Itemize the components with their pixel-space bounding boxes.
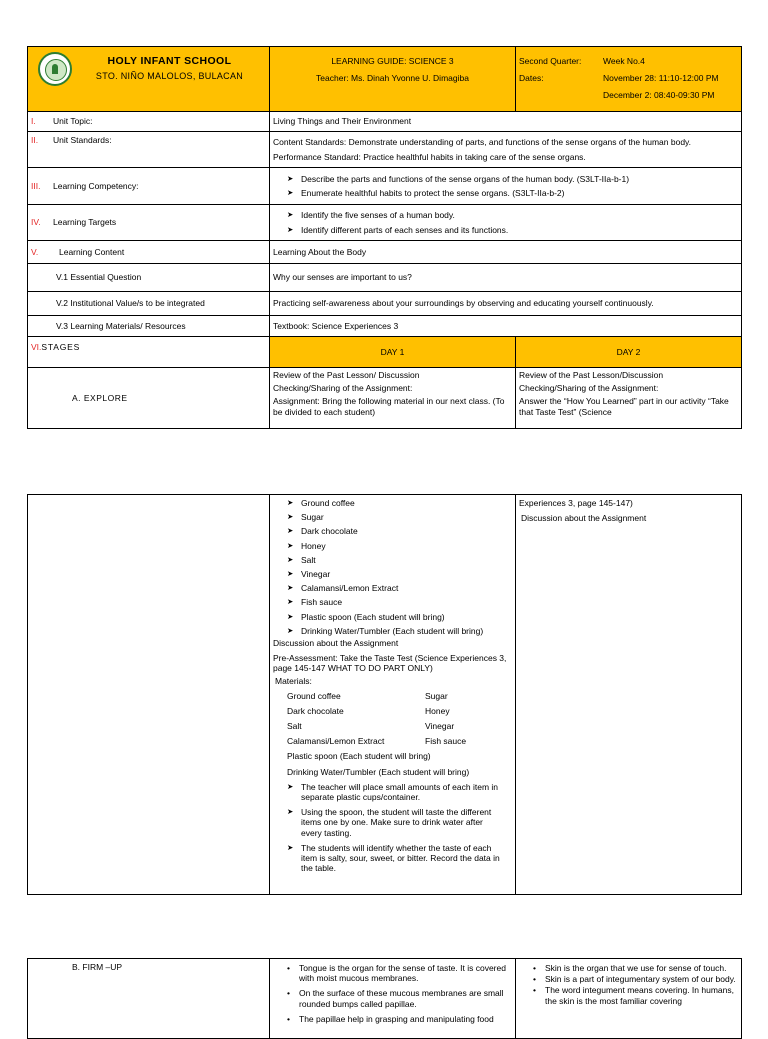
roman-numeral: II.: [31, 135, 39, 145]
row-label: Learning Competency:: [53, 180, 139, 191]
materials-value: Textbook: Science Experiences 3: [270, 316, 742, 337]
continued-day2: [516, 495, 742, 895]
list-item: ➤ Calamansi/Lemon Extract: [287, 583, 512, 593]
day1-header: DAY 1: [270, 337, 516, 368]
firm-up-label: B. FIRM –UP: [28, 959, 270, 1039]
row-label: STAGES: [41, 342, 81, 352]
roman-numeral: V.: [31, 246, 39, 257]
materials-label: Materials:: [275, 676, 312, 687]
row-label: Unit Standards:: [53, 135, 112, 145]
material-item: Calamansi/Lemon Extract: [287, 736, 385, 747]
list-item: ➤ Dark chocolate: [287, 526, 512, 536]
firm-up-day2-list: [519, 963, 738, 1006]
competency-list: [273, 174, 738, 198]
schedule-cell: [516, 47, 742, 112]
spoon-line: Plastic spoon (Each student will bring): [287, 751, 431, 762]
row-label: V.1 Essential Question: [28, 264, 270, 292]
list-item: ➤ Honey: [287, 541, 512, 551]
material-item: Vinegar: [425, 721, 455, 731]
lesson-plan-table: [27, 46, 742, 429]
text-line: Checking/Sharing of the Assignment:: [519, 383, 659, 394]
firm-up-day1-list: [273, 963, 512, 1024]
list-item: • Skin is the organ that we use for sense of touch.: [533, 963, 738, 973]
materials-list: [273, 498, 512, 636]
list-item: ➤ Drinking Water/Tumbler (Each student will bring): [287, 626, 512, 636]
row-label: Unit Topic:: [53, 116, 93, 127]
list-item: ➤ Fish sauce: [287, 597, 512, 607]
row-label: V.3 Learning Materials/ Resources: [28, 316, 270, 337]
material-item: Fish sauce: [425, 736, 467, 747]
material-item: Dark chocolate: [287, 705, 344, 716]
continuation-table: [27, 494, 742, 895]
procedure-list: [273, 782, 512, 874]
quarter-label: Second Quarter:: [519, 56, 582, 66]
row-firm-up: [28, 959, 742, 1039]
pre-assessment-line: Pre-Assessment: Take the Taste Test (Science Experiences 3, page 145-147 WHAT TO DO PART ONLY): [273, 653, 507, 674]
material-item: Sugar: [425, 690, 448, 701]
row-essential-question: [28, 264, 742, 292]
list-item: ➤ The teacher will place small amounts of each item in separate plastic cups/container.: [287, 782, 502, 802]
explore-label: A. EXPLORE: [28, 368, 270, 429]
list-item: ➤ Enumerate healthful habits to protect the sense organs. (S3LT-IIa-b-2): [287, 188, 738, 198]
content-standard: Content Standards: Demonstrate understanding of parts, and functions of the sense organs of the human body.: [273, 137, 692, 148]
text-line: Review of the Past Lesson/ Discussion: [273, 370, 420, 380]
text-line: Discussion about the Assignment: [521, 513, 647, 524]
material-item: Salt: [287, 721, 302, 731]
school-logo: [38, 52, 72, 86]
row-materials: [28, 316, 742, 337]
firm-up-day1: [270, 959, 516, 1039]
list-item: • On the surface of these mucous membranes are small rounded bumps called papillae.: [287, 988, 512, 1008]
firm-up-day2: [516, 959, 742, 1039]
list-item: • Skin is a part of integumentary system of our body.: [533, 974, 738, 984]
row-stages: [28, 337, 742, 368]
week-number: Week No.4: [603, 56, 645, 66]
date-first: November 28: 11:10-12:00 PM: [603, 73, 719, 84]
material-item: Honey: [425, 705, 450, 716]
targets-list: [273, 210, 738, 234]
row-institutional-value: [28, 292, 742, 316]
learning-content-value: Learning About the Body: [270, 241, 742, 264]
firm-up-table: [27, 958, 742, 1039]
dates-label: Dates:: [519, 73, 544, 84]
list-item: ➤ Identify the five senses of a human body.: [287, 210, 738, 220]
text-line: Answer the “How You Learned” part in our activity “Take that Taste Test” (Science: [519, 396, 729, 417]
empty-stage-cell: [28, 495, 270, 895]
row-competency: [28, 168, 742, 205]
header-row: [28, 47, 742, 112]
list-item: ➤ Sugar: [287, 512, 512, 522]
school-name: HOLY INFANT SCHOOL: [107, 55, 232, 67]
row-label: Learning Targets: [53, 217, 117, 228]
materials-grid: [273, 691, 512, 747]
row-explore: [28, 368, 742, 429]
list-item: ➤ Vinegar: [287, 569, 512, 579]
row-learning-content: [28, 241, 742, 264]
row-label: Learning Content: [59, 246, 125, 257]
teacher-name: Teacher: Ms. Dinah Yvonne U. Dimagiba: [316, 73, 469, 84]
row-unit-topic: [28, 112, 742, 132]
explore-continued-row: [28, 495, 742, 895]
list-item: ➤ Describe the parts and functions of the sense organs of the human body. (S3LT-IIa-b-1): [287, 174, 738, 184]
material-item: Ground coffee: [287, 690, 341, 701]
institutional-value-value: Practicing self-awareness about your surroundings by observing and educating yourself continuously.: [270, 292, 742, 316]
discussion-line: Discussion about the Assignment: [273, 637, 399, 648]
performance-standard: Performance Standard: Practice healthful habits in taking care of the sense organs.: [273, 151, 586, 162]
text-line: Review of the Past Lesson/Discussion: [519, 370, 664, 380]
roman-numeral: III.: [31, 180, 41, 191]
list-item: ➤ Salt: [287, 555, 512, 565]
guide-info-cell: [270, 47, 516, 112]
list-item: • The papillae help in grasping and manipulating food: [287, 1014, 512, 1024]
list-item: • Tongue is the organ for the sense of taste. It is covered with moist mucous membranes.: [287, 963, 512, 983]
roman-numeral: IV.: [31, 217, 41, 228]
list-item: ➤ The students will identify whether the taste of each item is salty, sour, sweet, or bitter. Record the data in the table.: [287, 843, 502, 874]
row-label: V.2 Institutional Value/s to be integrated: [28, 292, 270, 316]
continued-day1: [270, 495, 516, 895]
list-item: ➤ Identify different parts of each senses and its functions.: [287, 225, 738, 235]
guide-title: LEARNING GUIDE: SCIENCE 3: [331, 56, 454, 66]
text-line: Checking/Sharing of the Assignment:: [273, 383, 413, 394]
roman-numeral: I.: [31, 116, 36, 127]
list-item: ➤ Using the spoon, the student will taste the different items one by one. Make sure to drink water after every tasting.: [287, 807, 502, 838]
list-item: ➤ Ground coffee: [287, 498, 512, 508]
row-targets: [28, 205, 742, 241]
text-line: Experiences 3, page 145-147): [519, 498, 633, 508]
unit-topic-value: Living Things and Their Environment: [270, 112, 742, 132]
list-item: • The word integument means covering. In humans, the skin is the most familiar covering: [533, 985, 738, 1005]
day2-header: DAY 2: [516, 337, 742, 368]
explore-day1: [270, 368, 516, 429]
essential-question-value: Why our senses are important to us?: [270, 264, 742, 292]
roman-numeral: VI.: [31, 342, 42, 352]
date-second: December 2: 08:40-09:30 PM: [603, 90, 715, 101]
water-line: Drinking Water/Tumbler (Each student will bring): [287, 766, 470, 777]
row-unit-standards: [28, 132, 742, 168]
text-line: Assignment: Bring the following material in our next class. (To be divided to each student): [273, 396, 505, 417]
school-address: STO. NIÑO MALOLOS, BULACAN: [95, 70, 244, 81]
list-item: ➤ Plastic spoon (Each student will bring): [287, 612, 512, 622]
explore-day2: [516, 368, 742, 429]
